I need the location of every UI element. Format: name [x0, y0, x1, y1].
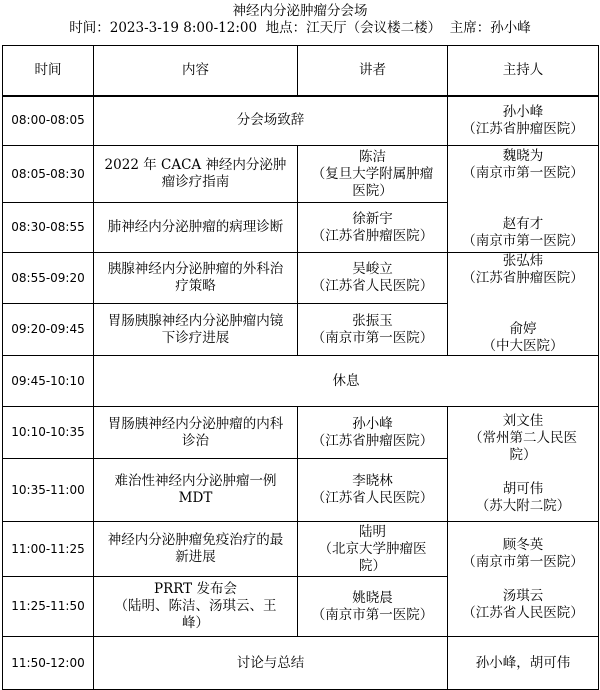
row-speaker: 徐新宇 （江苏省肿瘤医院）: [298, 203, 448, 253]
row-time: 10:10-10:35: [3, 407, 94, 459]
table-row: [3, 96, 599, 146]
row-content: 肺神经内分泌肿瘤的病理诊断: [94, 203, 298, 253]
row-speaker: 吴峻立 （江苏省人民医院）: [298, 253, 448, 304]
row-host: 魏晓为 （南京市第一医院） 赵有才 （南京市第一医院）: [448, 146, 599, 253]
table-row: [3, 637, 599, 690]
row-host: 顾冬英 （南京市第一医院） 汤琪云 （江苏省人民医院）: [448, 522, 599, 637]
table-row: [3, 146, 599, 203]
page-title: 神经内分泌肿瘤分会场: [232, 3, 368, 19]
page-header: [0, 0, 600, 37]
table-row: [3, 522, 599, 577]
row-time: 09:20-09:45: [3, 304, 94, 356]
row-host: 孙小峰 （江苏省肿瘤医院）: [448, 96, 599, 146]
schedule-table: [2, 45, 599, 690]
row-time: 08:55-09:20: [3, 253, 94, 304]
row-speaker: 陆明 （北京大学肿瘤医 院）: [298, 522, 448, 577]
row-speaker: 孙小峰 （江苏省肿瘤医院）: [298, 407, 448, 459]
row-content: 2022 年 CACA 神经内分泌肿 瘤诊疗指南: [94, 146, 298, 203]
row-content: 胃肠胰腺神经内分泌肿瘤内镜 下诊疗进展: [94, 304, 298, 356]
table-row: [3, 253, 599, 304]
session-info: 时间：2023-3-19 8:00-12:00 地点：江天厅（会议楼二楼） 主席：孙小峰: [69, 20, 531, 36]
row-speaker: 李晓林 （江苏省人民医院）: [298, 459, 448, 522]
col-header-time: 时间: [3, 46, 94, 96]
row-content: 休息: [94, 356, 599, 407]
row-host: 刘文佳 （常州第二人民医 院） 胡可伟 （苏大附二院）: [448, 407, 599, 522]
row-content: PRRT 发布会 （陆明、陈洁、汤琪云、王 峰）: [94, 577, 298, 637]
row-time: 10:35-11:00: [3, 459, 94, 522]
row-speaker: 陈洁 （复旦大学附属肿瘤 医院）: [298, 146, 448, 203]
row-content: 胃肠胰神经内分泌肿瘤的内科 诊治: [94, 407, 298, 459]
row-content: 神经内分泌肿瘤免疫治疗的最 新进展: [94, 522, 298, 577]
col-header-content: 内容: [94, 46, 298, 96]
row-content: 难治性神经内分泌肿瘤一例 MDT: [94, 459, 298, 522]
row-time: 11:50-12:00: [3, 637, 94, 690]
col-header-speaker: 讲者: [298, 46, 448, 96]
col-header-host: 主持人: [448, 46, 599, 96]
row-content: 胰腺神经内分泌肿瘤的外科治 疗策略: [94, 253, 298, 304]
row-speaker: 张振玉 （南京市第一医院）: [298, 304, 448, 356]
table-row: [3, 356, 599, 407]
row-content: 讨论与总结: [94, 637, 448, 690]
row-time: 09:45-10:10: [3, 356, 94, 407]
table-row: [3, 407, 599, 459]
row-speaker: 姚晓晨 （南京市第一医院）: [298, 577, 448, 637]
row-time: 11:00-11:25: [3, 522, 94, 577]
row-time: 08:00-08:05: [3, 96, 94, 146]
row-time: 11:25-11:50: [3, 577, 94, 637]
row-time: 08:30-08:55: [3, 203, 94, 253]
row-host: 孙小峰，胡可伟: [448, 637, 599, 690]
row-host: 张弘炜 （江苏省肿瘤医院） 俞婷 （中大医院）: [448, 253, 599, 356]
row-time: 08:05-08:30: [3, 146, 94, 203]
table-header-row: [3, 46, 599, 96]
row-content: 分会场致辞: [94, 96, 448, 146]
